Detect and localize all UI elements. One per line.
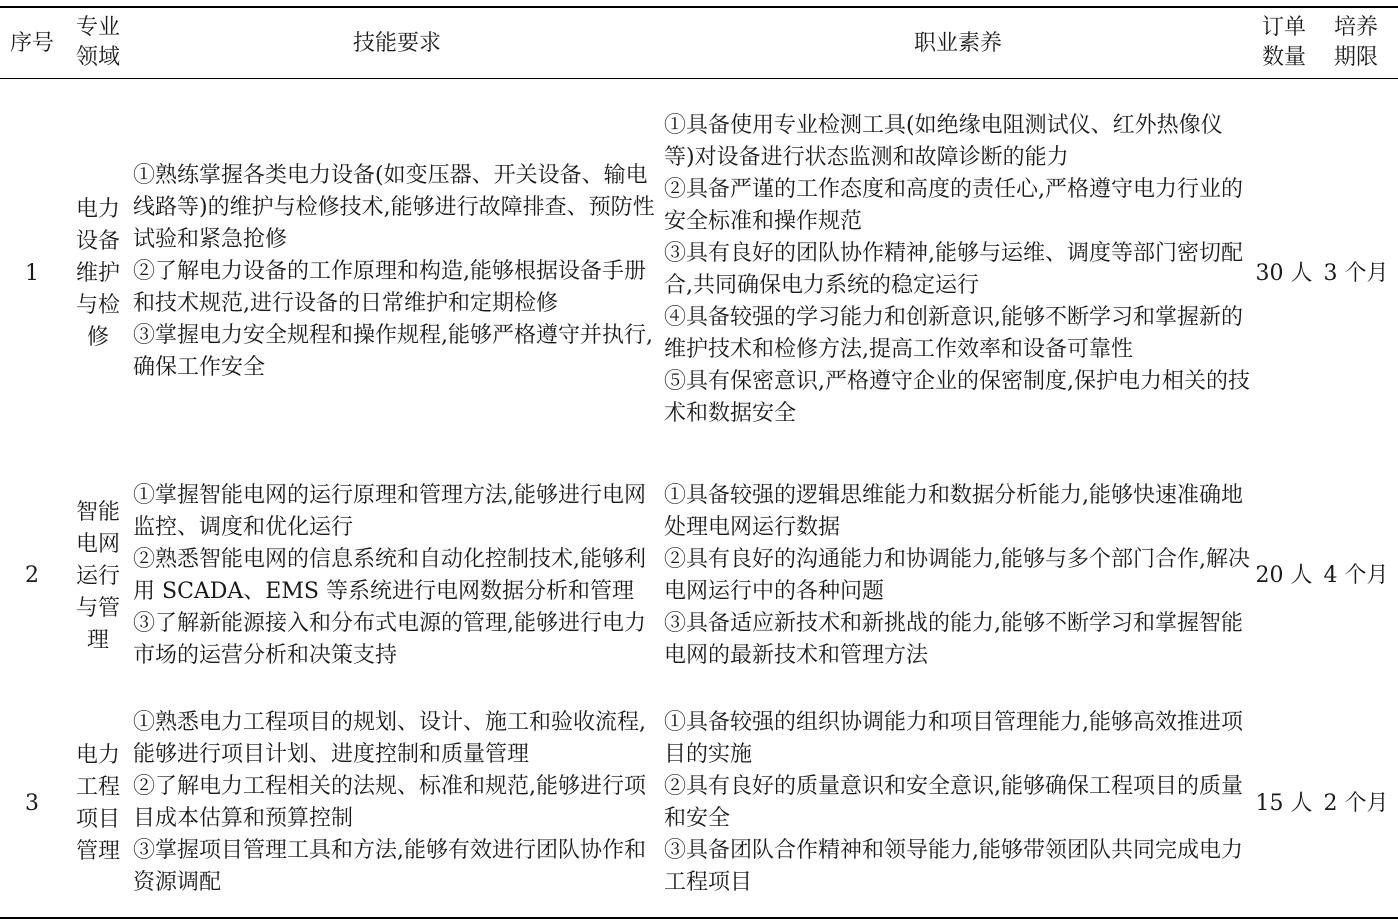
field-line: 设备	[75, 229, 120, 254]
quality-item: ④具备较强的学习能力和创新意识,能够不断学习和掌握新的维护技术和检修方法,提高工作效率和设备可靠性	[664, 305, 1243, 362]
header-period-line: 培养	[1333, 15, 1378, 40]
row-1-no: 1	[25, 261, 39, 286]
skill-item: ③掌握项目管理工具和方法,能够有效进行团队协作和资源调配	[133, 838, 646, 895]
header-no	[0, 29, 64, 59]
row-2-period: 4 个月	[1323, 563, 1389, 588]
row-1-field	[68, 194, 128, 354]
field-line: 工程	[75, 775, 120, 800]
row-3-field	[68, 740, 128, 868]
field-line: 维护	[75, 261, 120, 286]
quality-item: ③具备适应新技术和新挑战的能力,能够不断学习和掌握智能电网的最新技术和管理方法	[664, 611, 1243, 668]
field-line: 电力	[75, 743, 120, 768]
header-count-line: 订单	[1261, 15, 1306, 40]
header-skill-label: 技能要求	[352, 31, 441, 56]
skill-item: ③掌握电力安全规程和操作规程,能够严格遵守并执行,确保工作安全	[133, 323, 653, 380]
header-quality-label: 职业素养	[913, 31, 1002, 56]
field-line: 电力	[75, 197, 120, 222]
row-3-qualities	[664, 707, 1252, 899]
skill-item: ①掌握智能电网的运行原理和管理方法,能够进行电网监控、调度和优化运行	[133, 483, 646, 540]
skill-item: ①熟悉电力工程项目的规划、设计、施工和验收流程,能够进行项目计划、进度控制和质量管理	[133, 710, 646, 767]
quality-item: ③具备团队合作精神和领导能力,能够带领团队共同完成电力工程项目	[664, 838, 1243, 895]
field-line: 项目	[75, 807, 120, 832]
quality-item: ①具备使用专业检测工具(如绝缘电阻测试仪、红外热像仪等)对设备进行状态监测和故障诊断的能力	[664, 113, 1223, 170]
header-field-line: 专业	[75, 15, 120, 40]
row-3-period: 2 个月	[1323, 791, 1389, 816]
table-bottom-rule	[0, 917, 1398, 919]
row-3-skills	[133, 707, 661, 899]
row-1-skills	[133, 160, 661, 384]
quality-item: ①具备较强的逻辑思维能力和数据分析能力,能够快速准确地处理电网运行数据	[664, 483, 1243, 540]
row-2-skills	[133, 480, 661, 672]
row-3-no: 3	[25, 791, 39, 816]
skill-item: ①熟练掌握各类电力设备(如变压器、开关设备、输电线路等)的维护与检修技术,能够进行故障排查、预防性试验和紧急抢修	[133, 163, 655, 252]
skill-item: ②了解电力设备的工作原理和构造,能够根据设备手册和技术规范,进行设备的日常维护和定期检修	[133, 259, 646, 316]
row-2-qualities	[664, 480, 1252, 672]
field-line: 运行	[75, 564, 120, 589]
field-line: 理	[86, 628, 109, 653]
quality-item: ⑤具有保密意识,严格遵守企业的保密制度,保护电力相关的技术和数据安全	[664, 369, 1250, 426]
row-1-count: 30 人	[1255, 261, 1313, 286]
header-skill	[133, 29, 661, 59]
field-line: 电网	[75, 532, 120, 557]
skill-item: ②熟悉智能电网的信息系统和自动化控制技术,能够利用 SCADA、EMS 等系统进行电网数据分析和管理	[133, 547, 646, 604]
field-line: 智能	[75, 500, 120, 525]
header-quality	[664, 29, 1252, 59]
skill-item: ③了解新能源接入和分布式电源的管理,能够进行电力市场的运营分析和决策支持	[133, 611, 646, 668]
quality-item: ③具有良好的团队协作精神,能够与运维、调度等部门密切配合,共同确保电力系统的稳定运行	[664, 241, 1243, 298]
field-line: 管理	[75, 839, 120, 864]
header-count-line: 数量	[1261, 45, 1306, 70]
header-field	[68, 13, 128, 73]
row-2-field	[68, 497, 128, 657]
row-2-count: 20 人	[1255, 563, 1313, 588]
header-field-line: 领域	[75, 45, 120, 70]
quality-item: ①具备较强的组织协调能力和项目管理能力,能够高效推进项目的实施	[664, 710, 1243, 767]
row-2-no: 2	[25, 563, 39, 588]
header-count	[1252, 13, 1316, 73]
table-top-rule	[0, 6, 1398, 8]
row-1-qualities	[664, 110, 1252, 430]
field-line: 修	[86, 325, 109, 350]
header-no-label: 序号	[9, 31, 54, 56]
field-line: 与管	[75, 596, 120, 621]
header-period	[1316, 13, 1396, 73]
row-3-count: 15 人	[1255, 791, 1313, 816]
field-line: 与检	[75, 293, 120, 318]
row-1-period: 3 个月	[1323, 261, 1389, 286]
quality-item: ②具有良好的质量意识和安全意识,能够确保工程项目的质量和安全	[664, 774, 1243, 831]
quality-item: ②具有良好的沟通能力和协调能力,能够与多个部门合作,解决电网运行中的各种问题	[664, 547, 1250, 604]
skill-item: ②了解电力工程相关的法规、标准和规范,能够进行项目成本估算和预算控制	[133, 774, 646, 831]
header-rule	[0, 78, 1398, 79]
header-period-line: 期限	[1333, 45, 1378, 70]
quality-item: ②具备严谨的工作态度和高度的责任心,严格遵守电力行业的安全标准和操作规范	[664, 177, 1243, 234]
